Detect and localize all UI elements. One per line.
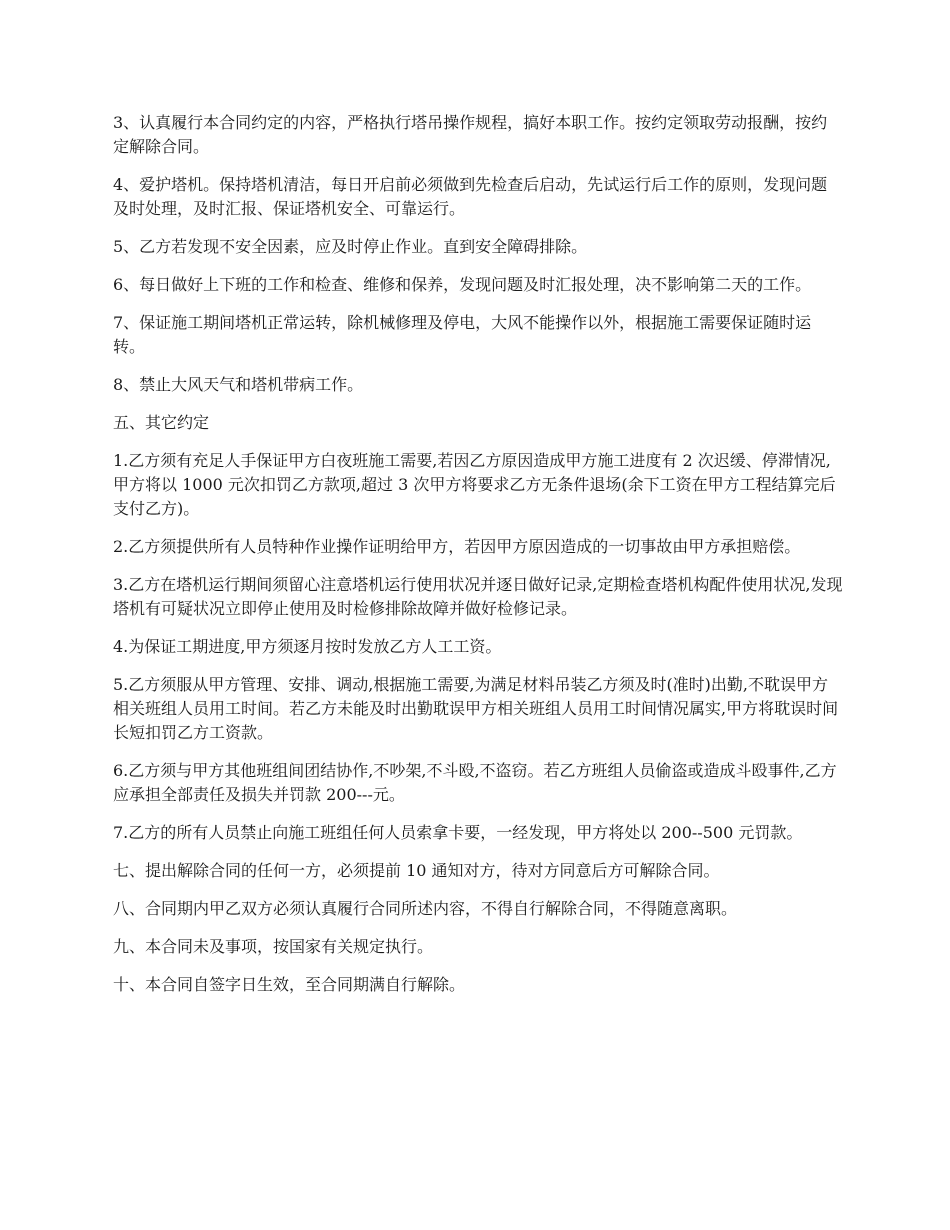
clause-8: 8、禁止大风天气和塔机带病工作。 [113,375,364,394]
other-term-5: 5.乙方须服从甲方管理、安排、调动,根据施工需要,为满足材料吊装乙方须及时(准时)出勤,不耽误甲方相关班组人员用工时间。若乙方未能及时出勤耽误甲方相关班组人员用工时间情况属实,甲方将耽误时间长短扣罚乙方工资款。 [113,675,839,742]
section-10-effective: 十、本合同自签字日生效，至合同期满自行解除。 [113,975,466,994]
clause-4: 4、爱护塔机。保持塔机清洁，每日开启前必须做到先检查后启动，先试运行后工作的原则，发现问题及时处理，及时汇报、保证塔机安全、可靠运行。 [113,175,828,218]
clause-6: 6、每日做好上下班的工作和检查、维修和保养，发现问题及时汇报处理，决不影响第二天的工作。 [113,275,812,294]
other-term-7: 7.乙方的所有人员禁止向施工班组任何人员索拿卡要，一经发现，甲方将处以 200--500 元罚款。 [113,823,803,842]
document-body [113,111,843,1011]
other-term-6: 6.乙方须与甲方其他班组间团结协作,不吵架,不斗殴,不盗窃。若乙方班组人员偷盗或造成斗殴事件,乙方应承担全部责任及损失并罚款 200---元。 [113,761,837,804]
section-heading-other-terms: 五、其它约定 [113,413,210,432]
other-term-1: 1.乙方须有充足人手保证甲方白夜班施工需要,若因乙方原因造成甲方施工进度有 2 次迟缓、停滞情况,甲方将以 1000 元次扣罚乙方款项,超过 3 次甲方将要求乙方无条件退场(余下工资在甲方工程结算完后支付乙方)。 [113,451,836,518]
other-term-4: 4.为保证工期进度,甲方须逐月按时发放乙方人工工资。 [113,637,502,656]
clause-5: 5、乙方若发现不安全因素，应及时停止作业。直到安全障碍排除。 [113,237,588,256]
section-8-obligations: 八、合同期内甲乙双方必须认真履行合同所述内容，不得自行解除合同，不得随意离职。 [113,899,738,918]
section-9-unmentioned: 九、本合同未及事项，按国家有关规定执行。 [113,937,434,956]
section-7-termination: 七、提出解除合同的任何一方，必须提前 10 通知对方，待对方同意后方可解除合同。 [113,861,720,880]
other-term-2: 2.乙方须提供所有人员特种作业操作证明给甲方，若因甲方原因造成的一切事故由甲方承担赔偿。 [113,537,801,556]
other-term-3: 3.乙方在塔机运行期间须留心注意塔机运行使用状况并逐日做好记录,定期检查塔机构配件使用状况,发现塔机有可疑状况立即停止使用及时检修排除故障并做好检修记录。 [113,575,843,618]
clause-7: 7、保证施工期间塔机正常运转，除机械修理及停电，大风不能操作以外，根据施工需要保证随时运转。 [113,313,812,356]
clause-3: 3、认真履行本合同约定的内容，严格执行塔吊操作规程，搞好本职工作。按约定领取劳动报酬，按约定解除合同。 [113,113,828,156]
